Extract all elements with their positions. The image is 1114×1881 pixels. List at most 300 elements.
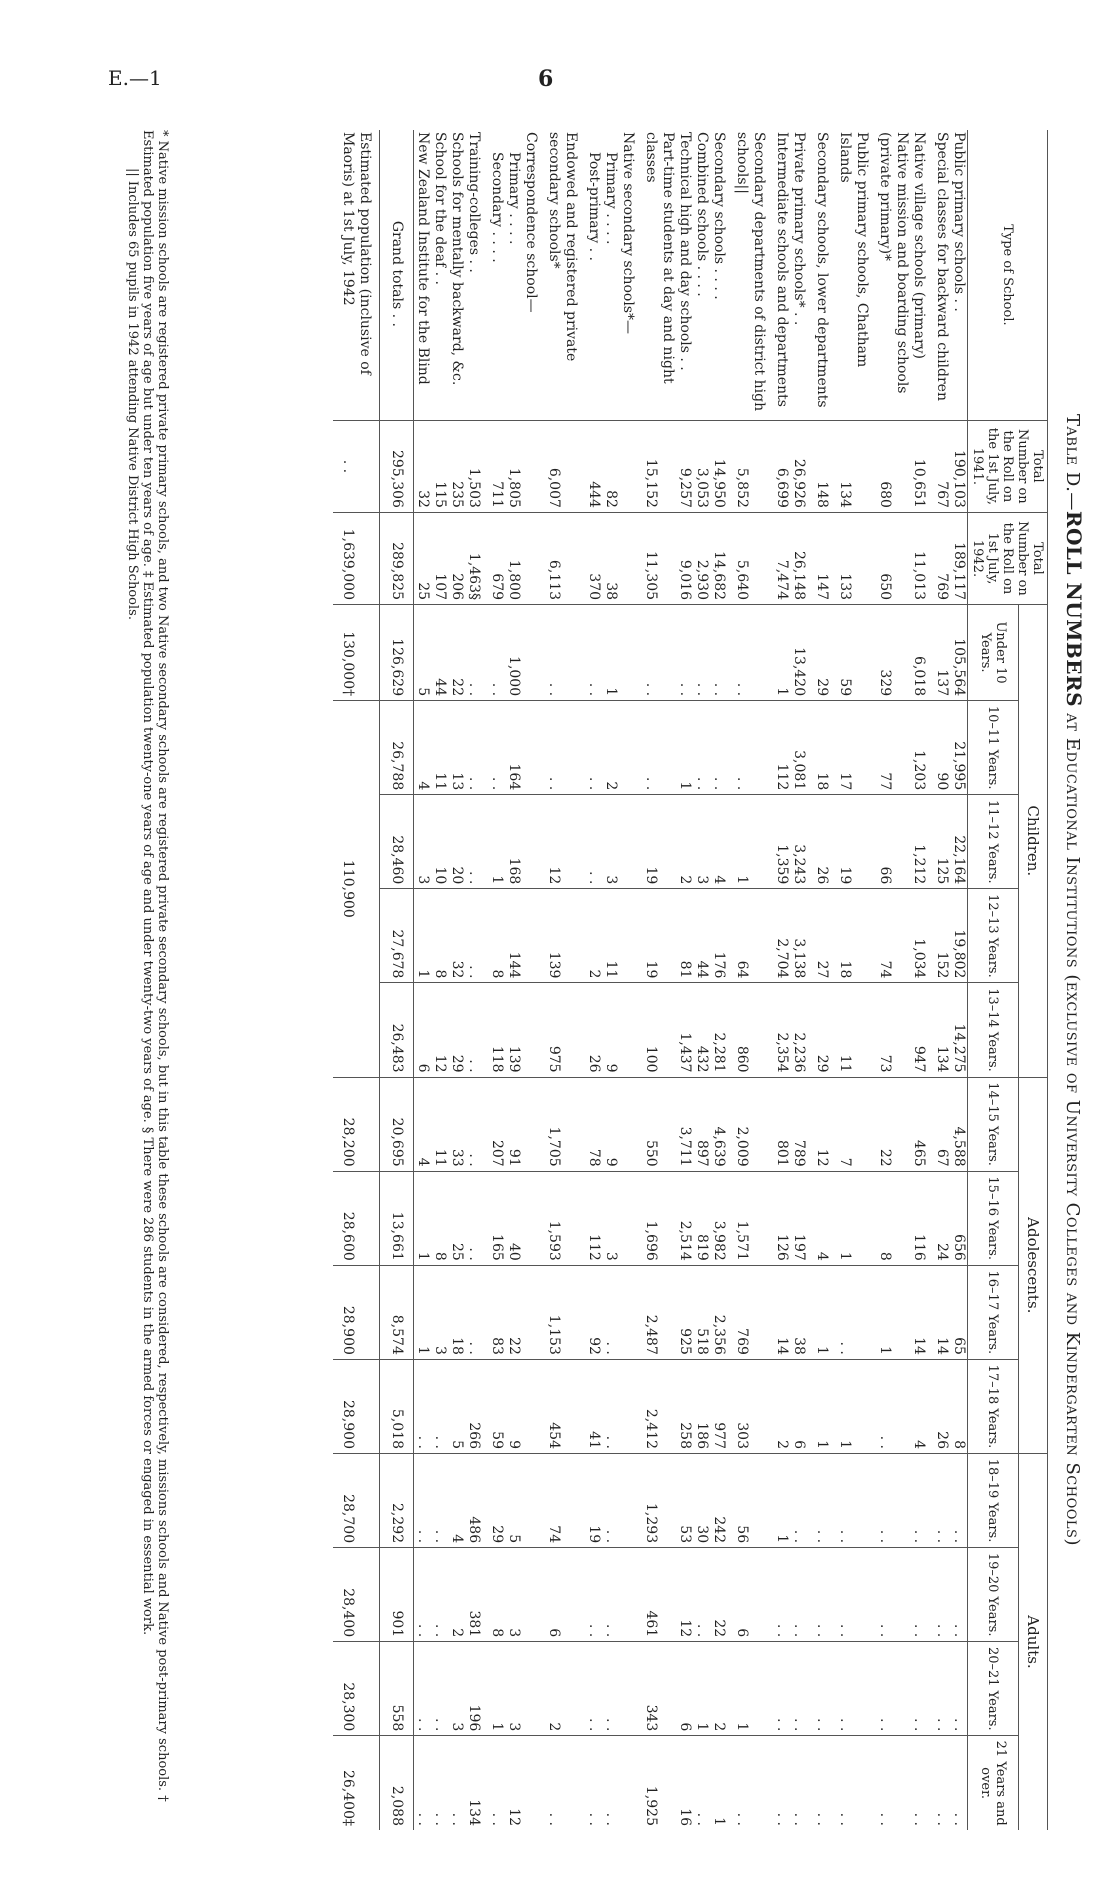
table-title bbox=[1062, 90, 1086, 1870]
table-row bbox=[813, 130, 836, 1830]
value-cell: 650 bbox=[876, 512, 910, 604]
value-cell: 370 bbox=[585, 512, 602, 604]
value-cell: 26,148 bbox=[790, 512, 813, 604]
value-cell: 14,682 bbox=[710, 512, 733, 604]
value-cell: 1 bbox=[773, 605, 790, 701]
value-cell: 116 bbox=[910, 1171, 933, 1265]
footnotes bbox=[125, 130, 170, 1830]
grand-total-cell: 289,825 bbox=[380, 512, 414, 604]
grand-total-cell: 13,661 bbox=[380, 1171, 414, 1265]
value-cell bbox=[619, 420, 642, 512]
value-cell: . . bbox=[465, 1171, 488, 1265]
table-row bbox=[733, 130, 773, 1830]
school-type-cell: Intermediate schools and departments bbox=[774, 132, 790, 407]
school-type-cell: Public primary schools . . bbox=[951, 132, 967, 312]
table-row bbox=[836, 130, 876, 1830]
value-cell: . . bbox=[465, 1077, 488, 1171]
value-cell: 5 bbox=[505, 1454, 522, 1548]
value-cell: 975 bbox=[545, 983, 585, 1077]
value-cell: 65 bbox=[950, 1265, 968, 1359]
value-cell: 860 bbox=[733, 983, 773, 1077]
value-cell: 1 bbox=[414, 1265, 432, 1359]
value-cell: 465 bbox=[910, 1077, 933, 1171]
value-cell: 22 bbox=[710, 1548, 733, 1642]
school-type-cell: Secondary departments of district high schools|| bbox=[734, 132, 767, 412]
value-cell: . . bbox=[813, 1736, 836, 1830]
value-cell: 1 bbox=[488, 795, 505, 889]
value-cell: . . bbox=[693, 605, 710, 701]
school-type-cell: Primary . . . . bbox=[603, 152, 619, 245]
grand-total-cell: 26,483 bbox=[380, 983, 414, 1077]
school-type-cell: Schools for mentally backward, &c. bbox=[449, 132, 465, 386]
value-cell: . . bbox=[602, 1359, 619, 1453]
value-cell: 4 bbox=[414, 701, 432, 795]
value-cell: 90 bbox=[933, 701, 950, 795]
value-cell: 30 bbox=[693, 1454, 710, 1548]
value-cell: . . bbox=[602, 1548, 619, 1642]
value-cell: 3 bbox=[505, 1642, 522, 1736]
value-cell: 2,281 bbox=[710, 983, 733, 1077]
value-cell: 4 bbox=[414, 1077, 432, 1171]
grand-totals-label: Grand totals . . bbox=[380, 130, 414, 420]
value-cell: 1,212 bbox=[910, 795, 933, 889]
estimated-value-cell: 28,400 bbox=[333, 1548, 380, 1642]
header-type-of-school: Type of School. bbox=[968, 130, 1048, 420]
grand-total-cell: 126,629 bbox=[380, 605, 414, 701]
header-adolescents: Adolescents. bbox=[1018, 1077, 1047, 1453]
title-rest: at Educational Institutions (exclusive of University Colleges and Kindergarten Schools) bbox=[1062, 707, 1083, 1546]
estimated-under-10: 130,000† bbox=[333, 605, 380, 701]
value-cell: . . bbox=[733, 605, 773, 701]
value-cell: 5 bbox=[414, 605, 432, 701]
value-cell: 33 bbox=[448, 1077, 465, 1171]
value-cell: . . bbox=[465, 889, 488, 983]
value-cell: 8 bbox=[431, 1171, 448, 1265]
value-cell: 3 bbox=[414, 795, 432, 889]
value-cell: 196 bbox=[465, 1642, 488, 1736]
value-cell: 6,018 bbox=[910, 605, 933, 701]
value-cell: 126 bbox=[773, 1171, 790, 1265]
value-cell: . . bbox=[790, 1642, 813, 1736]
value-cell: 258 bbox=[676, 1359, 693, 1453]
school-type-cell: Primary . . . . bbox=[506, 152, 522, 245]
value-cell: 11 bbox=[431, 701, 448, 795]
value-cell: . . bbox=[545, 1736, 585, 1830]
value-cell: 6,113 bbox=[545, 512, 585, 604]
value-cell: 29 bbox=[448, 983, 465, 1077]
value-cell bbox=[619, 1642, 642, 1736]
value-cell: 59 bbox=[488, 1359, 505, 1453]
header-age-10: 19–20 Years. bbox=[968, 1548, 1019, 1642]
value-cell: 4,588 bbox=[950, 1077, 968, 1171]
value-cell: 711 bbox=[488, 420, 505, 512]
value-cell: 7 bbox=[836, 1077, 876, 1171]
school-type-cell: New Zealand Institute for the Blind bbox=[415, 132, 431, 385]
value-cell: . . bbox=[933, 1548, 950, 1642]
estimated-value-cell: 26,400‡ bbox=[333, 1736, 380, 1830]
value-cell: 8 bbox=[876, 1171, 910, 1265]
title-prefix: Table D.— bbox=[1062, 414, 1083, 511]
school-type-cell: School for the deaf . . bbox=[432, 132, 448, 285]
header-age-5: 14–15 Years. bbox=[968, 1077, 1019, 1171]
value-cell: . . bbox=[773, 1642, 790, 1736]
value-cell: 13 bbox=[448, 701, 465, 795]
school-type-cell: Secondary schools, lower departments bbox=[814, 132, 830, 408]
value-cell: 6,699 bbox=[773, 420, 790, 512]
value-cell: 165 bbox=[488, 1171, 505, 1265]
value-cell: 152 bbox=[933, 889, 950, 983]
value-cell bbox=[522, 605, 545, 701]
value-cell: 1 bbox=[414, 889, 432, 983]
page-code: E.—1 bbox=[108, 66, 162, 90]
value-cell: 91 bbox=[505, 1077, 522, 1171]
page-number: 6 bbox=[538, 66, 554, 92]
value-cell: 12 bbox=[676, 1548, 693, 1642]
value-cell: 5 bbox=[448, 1359, 465, 1453]
value-cell: . . bbox=[876, 1359, 910, 1453]
value-cell: 242 bbox=[710, 1454, 733, 1548]
rotated-table-page bbox=[80, 90, 1090, 1870]
school-type-cell: Native secondary schools*— bbox=[620, 132, 636, 335]
table-row bbox=[602, 130, 619, 1830]
value-cell: 82 bbox=[602, 420, 619, 512]
value-cell: . . bbox=[693, 1736, 710, 1830]
value-cell: . . bbox=[431, 1359, 448, 1453]
value-cell: 6 bbox=[414, 983, 432, 1077]
value-cell: . . bbox=[910, 1548, 933, 1642]
value-cell bbox=[522, 1642, 545, 1736]
value-cell: 74 bbox=[876, 889, 910, 983]
grand-total-cell: 28,460 bbox=[380, 795, 414, 889]
value-cell: 53 bbox=[676, 1454, 693, 1548]
value-cell: 10 bbox=[431, 795, 448, 889]
value-cell: . . bbox=[414, 1548, 432, 1642]
value-cell: 8 bbox=[431, 889, 448, 983]
value-cell: 112 bbox=[585, 1171, 602, 1265]
value-cell: 381 bbox=[465, 1548, 488, 1642]
value-cell: 2 bbox=[585, 889, 602, 983]
value-cell: 134 bbox=[465, 1736, 488, 1830]
value-cell: . . bbox=[790, 1454, 813, 1548]
value-cell: 4 bbox=[910, 1359, 933, 1453]
value-cell: . . bbox=[933, 1642, 950, 1736]
value-cell: . . bbox=[642, 701, 676, 795]
value-cell: . . bbox=[488, 701, 505, 795]
value-cell: . . bbox=[790, 1548, 813, 1642]
value-cell: 1,293 bbox=[642, 1454, 676, 1548]
value-cell: 139 bbox=[505, 983, 522, 1077]
value-cell: 432 bbox=[693, 983, 710, 1077]
table-row bbox=[642, 130, 676, 1830]
value-cell: 2,487 bbox=[642, 1265, 676, 1359]
value-cell: 18 bbox=[448, 1265, 465, 1359]
value-cell: 12 bbox=[813, 1077, 836, 1171]
value-cell: 4 bbox=[710, 795, 733, 889]
value-cell: 73 bbox=[876, 983, 910, 1077]
value-cell: 767 bbox=[933, 420, 950, 512]
value-cell: 1,203 bbox=[910, 701, 933, 795]
value-cell: . . bbox=[790, 1736, 813, 1830]
value-cell: 19,802 bbox=[950, 889, 968, 983]
value-cell: 1 bbox=[602, 605, 619, 701]
header-age-12: 21 Years and over. bbox=[968, 1736, 1019, 1830]
value-cell: 1 bbox=[773, 1454, 790, 1548]
table-row bbox=[414, 130, 432, 1830]
value-cell: . . bbox=[836, 1548, 876, 1642]
estimated-population-label: Estimated population (inclusive of Maoris) at 1st July, 1942 bbox=[333, 130, 380, 420]
value-cell: 3 bbox=[505, 1548, 522, 1642]
value-cell: 5,640 bbox=[733, 512, 773, 604]
value-cell: . . bbox=[950, 1548, 968, 1642]
value-cell: 461 bbox=[642, 1548, 676, 1642]
footnote-2-text: || Includes 65 pupils in 1942 attending Native District High Schools. bbox=[125, 168, 140, 620]
value-cell: 56 bbox=[733, 1454, 773, 1548]
table-row bbox=[876, 130, 910, 1830]
table-row bbox=[522, 130, 545, 1830]
header-age-8: 17–18 Years. bbox=[968, 1359, 1019, 1453]
value-cell: 1,571 bbox=[733, 1171, 773, 1265]
value-cell: 32 bbox=[414, 420, 432, 512]
value-cell: 9 bbox=[602, 983, 619, 1077]
school-type-cell: Native mission and boarding schools (private primary)* bbox=[877, 132, 910, 394]
value-cell: 21,995 bbox=[950, 701, 968, 795]
value-cell: 9 bbox=[505, 1359, 522, 1453]
value-cell: 41 bbox=[585, 1359, 602, 1453]
value-cell: . . bbox=[545, 605, 585, 701]
estimated-population-row bbox=[333, 130, 380, 1830]
value-cell: 22 bbox=[876, 1077, 910, 1171]
value-cell: 207 bbox=[488, 1077, 505, 1171]
value-cell: . . bbox=[585, 701, 602, 795]
value-cell: 1 bbox=[414, 1171, 432, 1265]
grand-total-cell: 901 bbox=[380, 1548, 414, 1642]
school-type-cell: Part-time students at day and night classes bbox=[643, 132, 676, 384]
school-type-cell: Combined schools . . . . bbox=[694, 132, 710, 297]
value-cell: 20 bbox=[448, 795, 465, 889]
value-cell: 164 bbox=[505, 701, 522, 795]
value-cell: 112 bbox=[773, 701, 790, 795]
value-cell: . . bbox=[836, 1736, 876, 1830]
value-cell: 83 bbox=[488, 1265, 505, 1359]
value-cell: . . bbox=[465, 983, 488, 1077]
header-age-4: 13–14 Years. bbox=[968, 983, 1019, 1077]
value-cell: . . bbox=[545, 701, 585, 795]
value-cell: 1,359 bbox=[773, 795, 790, 889]
value-cell: . . bbox=[876, 1548, 910, 1642]
value-cell: 8 bbox=[950, 1359, 968, 1453]
value-cell: 176 bbox=[710, 889, 733, 983]
value-cell: 197 bbox=[790, 1171, 813, 1265]
value-cell: 1 bbox=[733, 795, 773, 889]
value-cell: . . bbox=[813, 1548, 836, 1642]
table-row bbox=[585, 130, 602, 1830]
value-cell: 343 bbox=[642, 1642, 676, 1736]
school-type-cell: Secondary . . . . bbox=[489, 152, 505, 263]
value-cell: . . bbox=[693, 701, 710, 795]
header-total-1942: Total Number on the Roll on 1st July, 1942. bbox=[968, 512, 1048, 604]
header-age-1: 10–11 Years. bbox=[968, 701, 1019, 795]
value-cell: 74 bbox=[545, 1454, 585, 1548]
school-type-cell: Public primary schools, Chatham Islands bbox=[837, 132, 870, 368]
value-cell: 81 bbox=[676, 889, 693, 983]
value-cell: 17 bbox=[836, 701, 876, 795]
value-cell: 19 bbox=[642, 795, 676, 889]
value-cell: 25 bbox=[448, 1171, 465, 1265]
table-row bbox=[933, 130, 950, 1830]
value-cell: 78 bbox=[585, 1077, 602, 1171]
value-cell: 144 bbox=[505, 889, 522, 983]
value-cell: 10,651 bbox=[910, 420, 933, 512]
table-row bbox=[950, 130, 968, 1830]
value-cell: . . bbox=[813, 1642, 836, 1736]
value-cell bbox=[619, 605, 642, 701]
value-cell: . . bbox=[465, 701, 488, 795]
header-age-9: 18–19 Years. bbox=[968, 1454, 1019, 1548]
header-age-7: 16–17 Years. bbox=[968, 1265, 1019, 1359]
value-cell bbox=[522, 1077, 545, 1171]
value-cell: 14 bbox=[910, 1265, 933, 1359]
value-cell: 3,138 bbox=[790, 889, 813, 983]
value-cell bbox=[619, 1171, 642, 1265]
value-cell: 2,236 bbox=[790, 983, 813, 1077]
value-cell: 12 bbox=[431, 983, 448, 1077]
value-cell: 27 bbox=[813, 889, 836, 983]
table-row bbox=[431, 130, 448, 1830]
value-cell: 1 bbox=[676, 701, 693, 795]
table-row bbox=[619, 130, 642, 1830]
value-cell: 11,013 bbox=[910, 512, 933, 604]
value-cell: 1,437 bbox=[676, 983, 693, 1077]
value-cell: 4 bbox=[813, 1171, 836, 1265]
school-type-cell: Correspondence school— bbox=[523, 132, 539, 313]
value-cell: 26 bbox=[813, 795, 836, 889]
value-cell: 44 bbox=[431, 605, 448, 701]
value-cell: 1,705 bbox=[545, 1077, 585, 1171]
value-cell: . . bbox=[773, 1736, 790, 1830]
value-cell: . . bbox=[465, 795, 488, 889]
grand-total-cell: 2,292 bbox=[380, 1454, 414, 1548]
value-cell: 14,950 bbox=[710, 420, 733, 512]
table-row bbox=[773, 130, 790, 1830]
value-cell: 2,704 bbox=[773, 889, 790, 983]
value-cell: 44 bbox=[693, 889, 710, 983]
value-cell: . . bbox=[733, 1736, 773, 1830]
value-cell: 134 bbox=[836, 420, 876, 512]
value-cell: . . bbox=[585, 1642, 602, 1736]
value-cell: 125 bbox=[933, 795, 950, 889]
value-cell: 29 bbox=[813, 983, 836, 1077]
value-cell bbox=[522, 1454, 545, 1548]
school-type-cell: Private primary schools* . . bbox=[791, 132, 807, 326]
value-cell: 235 bbox=[448, 420, 465, 512]
value-cell bbox=[522, 701, 545, 795]
value-cell: . . bbox=[488, 1736, 505, 1830]
value-cell: 12 bbox=[545, 795, 585, 889]
value-cell bbox=[619, 983, 642, 1077]
value-cell: 19 bbox=[585, 1454, 602, 1548]
footnote-1: * Native mission schools are registered private primary schools, and two Native secondary schools are registered private secondary schools, but in this table these schools are considered, respectively, missions schools and Native post-primary schools. † Estimated population five years of age but under ten years of age. ‡ Estimated population twenty-one years of age and under twenty-two years of age. § There were 286 students in the armed forces or engaged in essential work. bbox=[140, 130, 170, 1802]
value-cell: 769 bbox=[733, 1265, 773, 1359]
value-cell: 2 bbox=[448, 1548, 465, 1642]
value-cell: 14 bbox=[773, 1265, 790, 1359]
value-cell bbox=[619, 795, 642, 889]
value-cell: . . bbox=[933, 1454, 950, 1548]
value-cell: . . bbox=[431, 1548, 448, 1642]
value-cell: 6 bbox=[790, 1359, 813, 1453]
table-row bbox=[505, 130, 522, 1830]
estimated-total-1941: . . bbox=[333, 420, 380, 512]
value-cell: . . bbox=[910, 1642, 933, 1736]
value-cell: 1,153 bbox=[545, 1265, 585, 1359]
value-cell: . . bbox=[414, 1359, 432, 1453]
value-cell: 4,639 bbox=[710, 1077, 733, 1171]
value-cell bbox=[522, 795, 545, 889]
value-cell: 1,503 bbox=[465, 420, 488, 512]
grand-total-cell: 558 bbox=[380, 1642, 414, 1736]
header-adults: Adults. bbox=[1018, 1454, 1047, 1831]
school-type-cell: Special classes for backward children bbox=[934, 132, 950, 401]
value-cell: 947 bbox=[910, 983, 933, 1077]
value-cell: 115 bbox=[431, 420, 448, 512]
header-age-11: 20–21 Years. bbox=[968, 1642, 1019, 1736]
value-cell: 1,463§ bbox=[465, 512, 488, 604]
value-cell: 15,152 bbox=[642, 420, 676, 512]
value-cell: 3,711 bbox=[676, 1077, 693, 1171]
value-cell: 147 bbox=[813, 512, 836, 604]
value-cell: 134 bbox=[933, 983, 950, 1077]
value-cell: 1 bbox=[813, 1265, 836, 1359]
value-cell bbox=[619, 701, 642, 795]
value-cell: . . bbox=[693, 1548, 710, 1642]
value-cell: 26,926 bbox=[790, 420, 813, 512]
value-cell: 77 bbox=[876, 701, 910, 795]
value-cell: 14 bbox=[933, 1265, 950, 1359]
value-cell: 6 bbox=[676, 1642, 693, 1736]
value-cell bbox=[522, 983, 545, 1077]
value-cell: 3 bbox=[431, 1265, 448, 1359]
value-cell: 1 bbox=[693, 1642, 710, 1736]
value-cell: 22 bbox=[448, 605, 465, 701]
grand-total-cell: 295,306 bbox=[380, 420, 414, 512]
value-cell bbox=[619, 1077, 642, 1171]
value-cell: 139 bbox=[545, 889, 585, 983]
value-cell: . . bbox=[836, 1454, 876, 1548]
estimated-value-cell: 28,300 bbox=[333, 1642, 380, 1736]
value-cell bbox=[619, 512, 642, 604]
value-cell: 25 bbox=[414, 512, 432, 604]
value-cell: 133 bbox=[836, 512, 876, 604]
value-cell: 92 bbox=[585, 1265, 602, 1359]
value-cell: 550 bbox=[642, 1077, 676, 1171]
value-cell: . . bbox=[676, 605, 693, 701]
value-cell: 1 bbox=[836, 1171, 876, 1265]
table-row bbox=[465, 130, 488, 1830]
value-cell: 16 bbox=[676, 1736, 693, 1830]
value-cell: 11 bbox=[836, 983, 876, 1077]
value-cell: 8 bbox=[488, 1548, 505, 1642]
value-cell bbox=[619, 1359, 642, 1453]
value-cell: 186 bbox=[693, 1359, 710, 1453]
value-cell: 12 bbox=[505, 1736, 522, 1830]
value-cell: . . bbox=[836, 1642, 876, 1736]
value-cell: 19 bbox=[836, 795, 876, 889]
value-cell: 789 bbox=[790, 1077, 813, 1171]
estimated-total-1942: 1,639,000 bbox=[333, 512, 380, 604]
value-cell bbox=[522, 1359, 545, 1453]
value-cell: 105,564 bbox=[950, 605, 968, 701]
value-cell bbox=[522, 1171, 545, 1265]
value-cell: 303 bbox=[733, 1359, 773, 1453]
